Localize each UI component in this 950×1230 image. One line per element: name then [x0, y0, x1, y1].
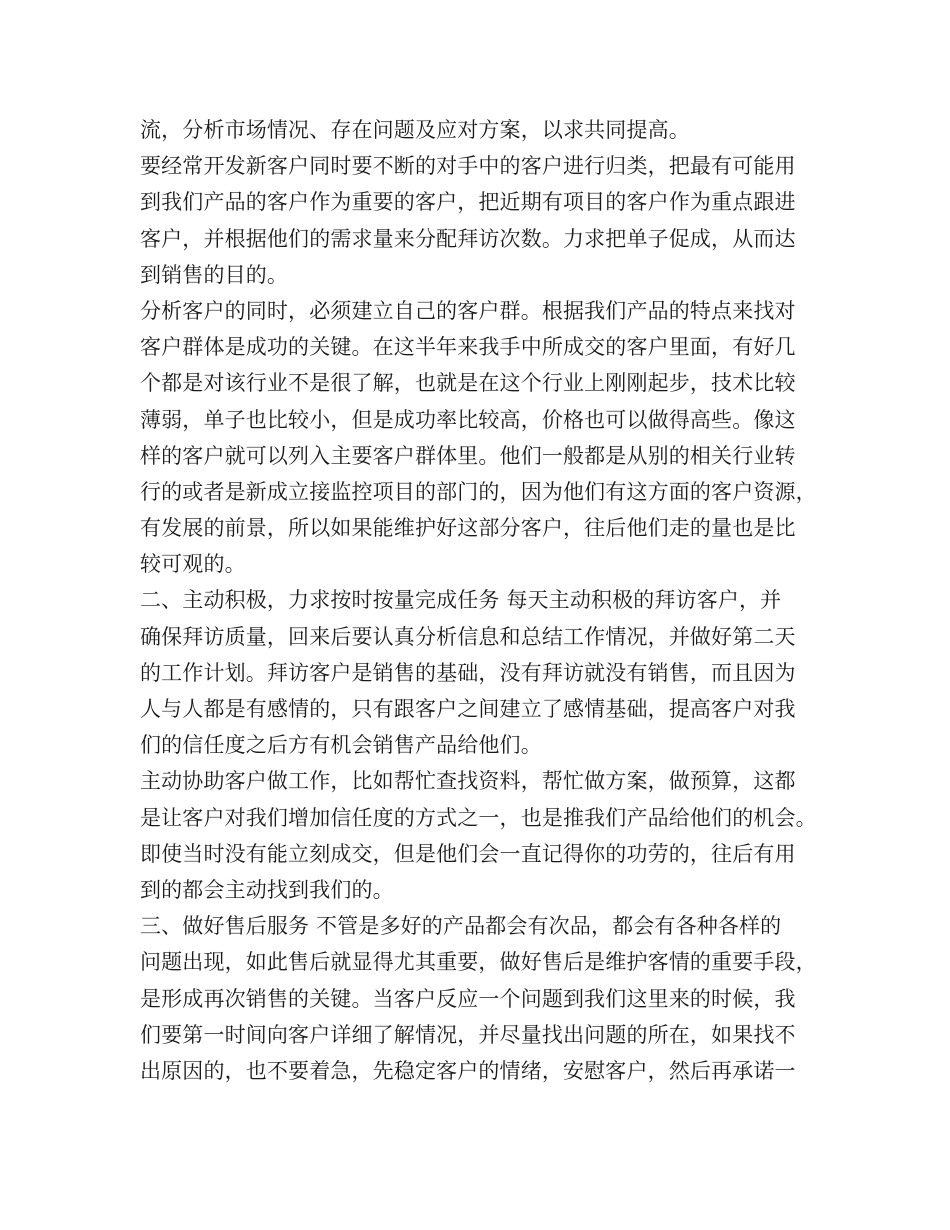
- section-heading-line: 三、做好售后服务 不管是多好的产品都会有次品，都会有各种各样的: [140, 914, 782, 939]
- text-line: 样的客户就可以列入主要客户群体里。他们一般都是从别的相关行业转: [140, 443, 796, 468]
- text-line: 到的都会主动找到我们的。: [140, 877, 394, 902]
- text-line: 问题出现，如此售后就显得尤其重要，做好售后是维护客情的重要手段，: [140, 950, 817, 975]
- body-text: [140, 112, 830, 1089]
- text-line: 流，分析市场情况、存在问题及应对方案，以求共同提高。: [140, 118, 690, 142]
- text-line: 到销售的目的。: [140, 262, 289, 287]
- text-line: 行的或者是新成立接监控项目的部门的，因为他们有这方面的客户资源，: [140, 479, 817, 504]
- text-line: 客户，并根据他们的需求量来分配拜访次数。力求把单子促成，从而达: [140, 226, 796, 251]
- text-line: 们要第一时间向客户详细了解情况，并尽量找出问题的所在，如果找不: [140, 1022, 796, 1047]
- text-line: 个都是对该行业不是很了解，也就是在这个行业上刚刚起步，技术比较: [140, 371, 796, 396]
- text-line: 分析客户的同时，必须建立自己的客户群。根据我们产品的特点来找对: [140, 298, 796, 323]
- text-line: 要经常开发新客户同时要不断的对手中的客户进行归类，把最有可能用: [140, 154, 796, 179]
- text-line: 客户群体是成功的关键。在这半年来我手中所成交的客户里面，有好几: [140, 335, 796, 360]
- text-line: 即使当时没有能立刻成交，但是他们会一直记得你的功劳的，往后有用: [140, 841, 796, 866]
- text-line: 是让客户对我们增加信任度的方式之一，也是推我们产品给他们的机会。: [140, 805, 817, 830]
- text-line: 有发展的前景，所以如果能维护好这部分客户，往后他们走的量也是比: [140, 516, 796, 541]
- text-line: 出原因的，也不要着急，先稳定客户的情绪，安慰客户，然后再承诺一: [140, 1058, 796, 1083]
- section-heading-line: 二、主动积极，力求按时按量完成任务 每天主动积极的拜访客户，并: [140, 588, 782, 613]
- text-line: 较可观的。: [140, 552, 246, 577]
- text-line: 是形成再次销售的关键。当客户反应一个问题到我们这里来的时候，我: [140, 986, 796, 1011]
- text-line: 确保拜访质量，回来后要认真分析信息和总结工作情况，并做好第二天: [140, 624, 796, 649]
- text-line: 到我们产品的客户作为重要的客户，把近期有项目的客户作为重点跟进: [140, 190, 796, 215]
- text-line: 的工作计划。拜访客户是销售的基础，没有拜访就没有销售，而且因为: [140, 660, 796, 685]
- text-line: 薄弱，单子也比较小，但是成功率比较高，价格也可以做得高些。像这: [140, 407, 796, 432]
- text-line: 人与人都是有感情的，只有跟客户之间建立了感情基础，提高客户对我: [140, 697, 796, 721]
- text-line: 主动协助客户做工作，比如帮忙查找资料，帮忙做方案，做预算，这都: [140, 769, 796, 794]
- text-line: 们的信任度之后方有机会销售产品给他们。: [140, 733, 542, 758]
